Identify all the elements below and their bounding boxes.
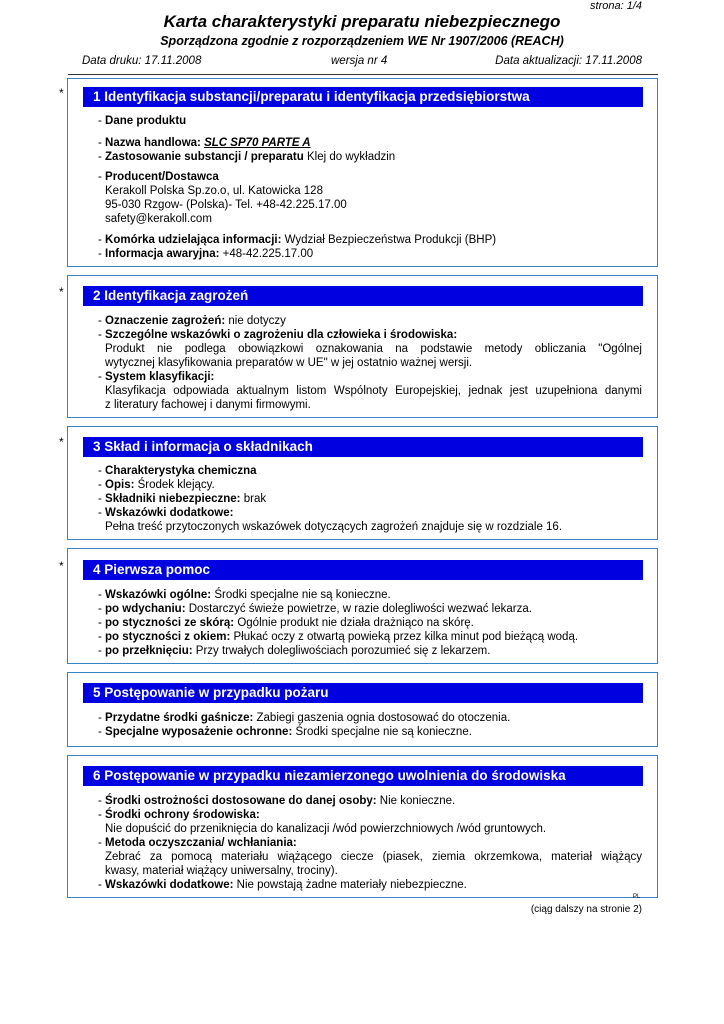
section-5 [67, 672, 658, 747]
additional-line: - Wskazówki dodatkowe: [98, 507, 234, 519]
supplier-line: - Producent/Dostawca [98, 171, 219, 183]
desc-line: - Opis: Środek klejący. [98, 479, 215, 491]
document-meta [82, 55, 642, 69]
section-5-title: 5 Postępowanie w przypadku pożaru [83, 683, 643, 703]
section-6-title: 6 Postępowanie w przypadku niezamierzonego uwolnienia do środowiska [83, 766, 643, 786]
skin-line: - po styczności ze skórą: Ogólnie produkt nie działa drażniąco na skórę. [98, 617, 474, 629]
system-text-1: Klasyfikacja odpowiada aktualnym listom Wspólnoty Europejskiej, jednak jest uzupełniona danymi [105, 385, 642, 397]
continued-note: (ciąg dalszy na stronie 2) [530, 904, 642, 915]
version: wersja nr 4 [331, 55, 388, 67]
section-1-title: 1 Identyfikacja substancji/preparatu i identyfikacja przedsiębiorstwa [83, 87, 643, 107]
section-2-marker: * [59, 285, 64, 299]
section-2-title: 2 Identyfikacja zagrożeń [83, 286, 643, 306]
extra-line: - Wskazówki dodatkowe: Nie powstają żadne materiały niebezpieczne. [98, 879, 467, 891]
env-line: - Środki ochrony środowiska: [98, 809, 260, 821]
media-line: - Przydatne środki gaśnicze: Zabiegi gaszenia ognia dostosować do otoczenia. [98, 712, 511, 724]
section-3-title: 3 Skład i informacja o składnikach [83, 437, 643, 457]
product-data-line: - Dane produktu [98, 115, 187, 127]
clean-text-2: kwasy, materiał wiążący uniwersalny, trociny). [105, 865, 338, 877]
print-date: Data druku: 17.11.2008 [82, 55, 202, 67]
section-4-title: 4 Pierwsza pomoc [83, 560, 643, 580]
document-title: Karta charakterystyki preparatu niebezpiecznego [163, 12, 561, 31]
trade-name-line: - Nazwa handlowa: SLC SP70 PARTE A [98, 137, 311, 149]
special-text-2: wytycznej klasyfikowania preparatów w UE" w jej ostatnio ważnej wersji. [105, 357, 473, 369]
clean-line: - Metoda oczyszczania/ wchłaniania: [98, 837, 297, 849]
system-text-2: z literatury fachowej i danymi firmowymi. [105, 399, 311, 411]
special-line: - Szczególne wskazówki o zagrożeniu dla człowieka i środowiska: [98, 329, 458, 341]
section-1-marker: * [59, 86, 64, 100]
precaution-line: - Środki ostrożności dostosowane do danej osoby: Nie konieczne. [98, 795, 456, 807]
section-3 [67, 426, 658, 540]
eye-line: - po styczności z okiem: Płukać oczy z otwartą powieką przez kilka minut pod bieżącą wodą. [98, 631, 579, 643]
supplier-email: safety@kerakoll.com [105, 213, 212, 225]
update-date: Data aktualizacji: 17.11.2008 [495, 55, 642, 67]
env-text: Nie dopuścić do przeniknięcia do kanalizacji /wód powierzchniowych /wód gruntowych. [105, 823, 547, 835]
section-3-marker: * [59, 435, 64, 449]
language-code: PL [633, 894, 641, 900]
document-subtitle: Sporządzona zgodnie z rozporządzeniem WE Nr 1907/2006 (REACH) [160, 34, 564, 48]
inhale-line: - po wdychaniu: Dostarczyć świeże powietrze, w razie dolegliwości wezwać lekarza. [98, 603, 532, 615]
use-line: - Zastosowanie substancji / preparatu Klej do wykładzin [98, 151, 396, 163]
hazard-line: - Oznaczenie zagrożeń: nie dotyczy [98, 315, 286, 327]
emergency-line: - Informacja awaryjna: +48-42.225.17.00 [98, 248, 314, 260]
supplier-address: Kerakoll Polska Sp.zo.o, ul. Katowicka 128 [105, 185, 323, 197]
supplier-phone: 95-030 Rzgow- (Polska)- Tel. +48-42.225.17.00 [105, 199, 347, 211]
section-6 [67, 755, 658, 898]
page-number: strona: 1/4 [590, 0, 642, 12]
swallow-line: - po przełknięciu: Przy trwałych dolegliwościach porozumieć się z lekarzem. [98, 645, 491, 657]
general-line: - Wskazówki ogólne: Środki specjalne nie są konieczne. [98, 589, 391, 601]
special-text-1: Produkt nie podlega obowiązkowi oznakowania na podstawie metody obliczania "Ogólnej [105, 343, 642, 355]
additional-text: Pełna treść przytoczonych wskazówek dotyczących zagrożeń znajduje się w rozdziale 16. [105, 521, 563, 533]
chem-line: - Charakterystyka chemiczna [98, 465, 257, 477]
section-1 [67, 78, 658, 267]
section-2 [67, 275, 658, 418]
equip-line: - Specjalne wyposażenie ochronne: Środki specjalne nie są konieczne. [98, 726, 472, 738]
header-divider [68, 74, 658, 75]
info-line: - Komórka udzielająca informacji: Wydział Bezpieczeństwa Produkcji (BHP) [98, 234, 497, 246]
section-4-marker: * [59, 559, 64, 573]
hazardous-line: - Składniki niebezpieczne: brak [98, 493, 267, 505]
clean-text-1: Zebrać za pomocą materiału wiążącego ciecze (piasek, ziemia okrzemkowa, materiał wiążący [105, 851, 642, 863]
section-4 [67, 548, 658, 664]
system-line: - System klasyfikacji: [98, 371, 215, 383]
